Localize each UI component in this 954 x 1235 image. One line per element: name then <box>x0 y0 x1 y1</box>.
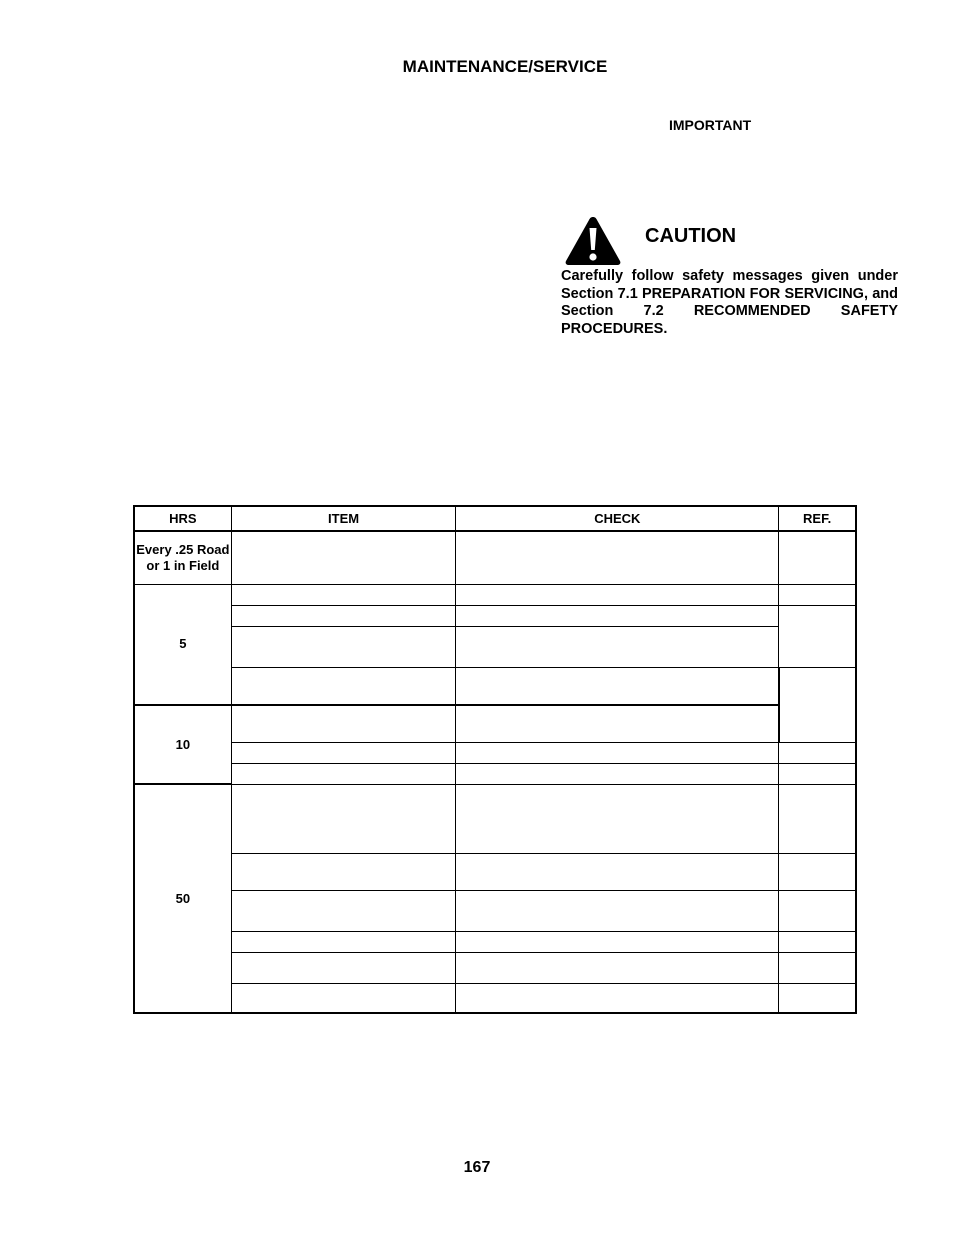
table-row <box>134 626 856 667</box>
important-label: IMPORTANT <box>669 117 752 133</box>
table-row <box>134 952 856 983</box>
check-cell <box>456 952 779 983</box>
table-row <box>134 742 856 763</box>
page-number: 167 <box>463 1159 491 1176</box>
header-item: ITEM <box>231 506 456 531</box>
item-cell <box>231 763 456 784</box>
check-cell <box>456 890 779 931</box>
table-row <box>134 667 856 705</box>
table-row <box>134 983 856 1013</box>
table-row <box>134 890 856 931</box>
table-row <box>134 705 856 742</box>
page-title: MAINTENANCE/SERVICE <box>402 57 608 76</box>
check-cell <box>456 742 779 763</box>
check-cell <box>456 626 779 667</box>
check-cell <box>456 605 779 626</box>
item-cell <box>231 853 456 890</box>
ref-cell <box>779 784 856 853</box>
maintenance-schedule-table <box>133 505 857 1014</box>
table-row <box>134 931 856 952</box>
ref-cell <box>779 742 856 763</box>
caution-title: CAUTION <box>645 225 737 247</box>
check-cell <box>456 705 779 742</box>
ref-cell <box>779 531 856 584</box>
check-cell <box>456 853 779 890</box>
item-cell <box>231 531 456 584</box>
item-cell <box>231 890 456 931</box>
warning-triangle-icon <box>564 215 622 267</box>
item-cell <box>231 667 456 705</box>
table-row <box>134 763 856 784</box>
ref-cell <box>779 890 856 931</box>
table-row <box>134 853 856 890</box>
ref-cell <box>779 605 856 667</box>
item-cell <box>231 605 456 626</box>
header-hrs: HRS <box>134 506 231 531</box>
item-cell <box>231 983 456 1013</box>
ref-cell <box>779 763 856 784</box>
check-cell <box>456 667 779 705</box>
table-header-row <box>134 506 856 531</box>
check-cell <box>456 763 779 784</box>
item-cell <box>231 584 456 605</box>
check-cell <box>456 931 779 952</box>
hrs-cell: 10 <box>134 705 231 784</box>
check-cell <box>456 531 779 584</box>
item-cell <box>231 705 456 742</box>
hrs-cell: 50 <box>134 784 231 1013</box>
check-cell <box>456 784 779 853</box>
ref-cell <box>779 931 856 952</box>
table-row <box>134 784 856 853</box>
table-row <box>134 605 856 626</box>
ref-cell <box>779 667 856 742</box>
item-cell <box>231 626 456 667</box>
check-cell <box>456 983 779 1013</box>
table-row <box>134 584 856 605</box>
item-cell <box>231 952 456 983</box>
header-ref: REF. <box>779 506 856 531</box>
item-cell <box>231 784 456 853</box>
item-cell <box>231 931 456 952</box>
table-row <box>134 531 856 584</box>
caution-message: Carefully follow safety messages given under Section 7.1 PREPARATION FOR SERVICING, and Section 7.2 RECOMMENDED SAFETY PROCEDURES. <box>561 268 898 337</box>
item-cell <box>231 742 456 763</box>
header-check: CHECK <box>456 506 779 531</box>
hrs-cell: 5 <box>134 584 231 705</box>
check-cell <box>456 584 779 605</box>
hrs-cell: Every .25 Road or 1 in Field <box>134 531 231 584</box>
ref-cell <box>779 584 856 605</box>
ref-cell <box>779 952 856 983</box>
ref-cell <box>779 853 856 890</box>
ref-cell <box>779 983 856 1013</box>
